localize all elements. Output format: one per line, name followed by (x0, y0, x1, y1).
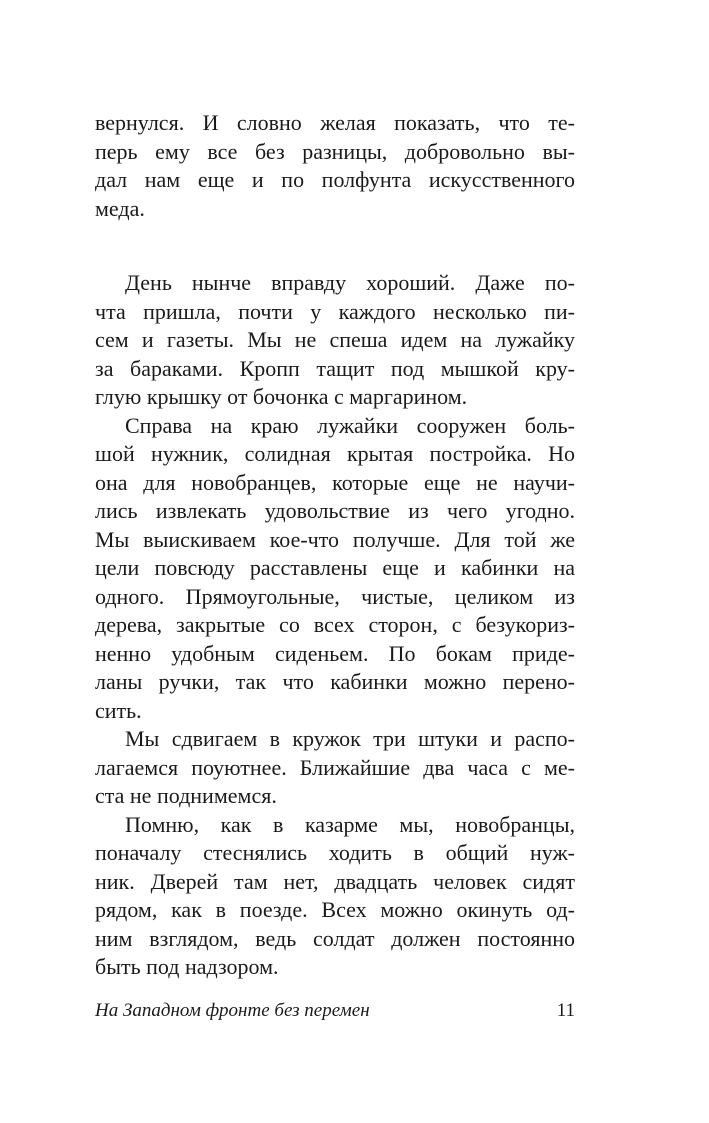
text-line: поначалу стеснялись ходить в общий нуж- (95, 840, 575, 865)
page-number: 11 (556, 1000, 575, 1021)
text-line: ник. Дверей там нет, двадцать человек сидят (95, 868, 575, 894)
text-line: одного. Прямоугольные, чистые, целиком из (95, 583, 575, 609)
text-line: Справа на краю лужайки сооружен боль- (125, 412, 575, 438)
text-line: сить. (95, 697, 142, 723)
text-line: ним взглядом, ведь солдат должен постоянно (95, 925, 575, 951)
text-line: дал нам еще и по полфунта искусственного (95, 167, 575, 192)
text-line: сем и газеты. Мы не спеша идем на лужайку (95, 327, 575, 352)
text-line: Помню, как в казарме мы, новобранцы, (125, 811, 575, 837)
text-line: цели повсюду расставлены еще и кабинки на (95, 555, 575, 580)
text-line: ста не поднимемся. (95, 783, 277, 808)
text-line: вернулся. И словно желая показать, что те- (95, 110, 575, 135)
text-block-2 (95, 269, 575, 982)
text-line: за бараками. Кропп тащит под мышкой кру- (95, 355, 575, 381)
text-line: Мы сдвигаем в кружок три штуки и распо- (125, 726, 575, 751)
text-line: она для новобранцев, которые еще не научи- (95, 469, 575, 495)
text-line: лись извлекать удовольствие из чего угодно. (95, 498, 575, 523)
text-line: День нынче вправду хороший. Даже по- (125, 270, 575, 295)
text-line: меда. (95, 195, 145, 221)
text-line: глую крышку от бочонка с маргарином. (95, 384, 468, 409)
text-line: перь ему все без разницы, добровольно вы- (95, 138, 575, 164)
text-block-1 (95, 109, 575, 223)
text-line: дерева, закрытые со всех сторон, с безукориз- (95, 612, 575, 637)
text-line: быть под надзором. (95, 954, 279, 979)
text-line: лагаемся поуютнее. Ближайшие два часа с ме- (95, 754, 575, 780)
text-line: шой нужник, солидная крытая постройка. Но (95, 441, 575, 466)
text-line: ланы ручки, так что кабинки можно перено- (95, 669, 575, 694)
running-title: На Западном фронте без перемен (95, 1000, 370, 1021)
text-line: ненно удобным сиденьем. По бокам приде- (95, 640, 575, 666)
text-line: Мы выискиваем кое-что получше. Для той же (95, 526, 575, 552)
text-line: рядом, как в поезде. Всех можно окинуть од- (95, 897, 575, 922)
page-footer (95, 996, 575, 1026)
text-line: чта пришла, почти у каждого несколько пи- (95, 298, 575, 324)
